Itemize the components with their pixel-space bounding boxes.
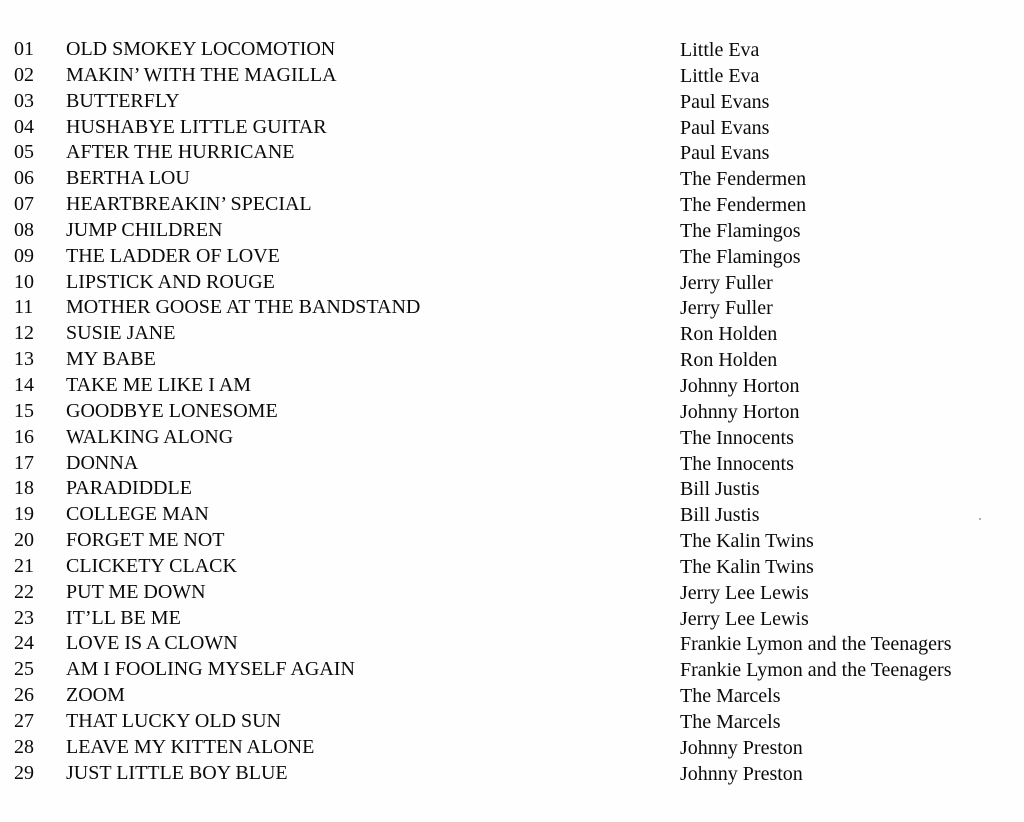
track-row bbox=[0, 115, 1024, 141]
track-row bbox=[0, 140, 1024, 166]
track-artist: The Fendermen bbox=[680, 168, 807, 191]
track-row bbox=[0, 192, 1024, 218]
track-artist: Little Eva bbox=[680, 39, 760, 61]
track-number: 24 bbox=[14, 632, 34, 655]
track-title: ZOOM bbox=[66, 684, 125, 707]
track-number: 01 bbox=[14, 38, 34, 60]
track-number: 25 bbox=[14, 658, 34, 681]
track-artist: The Kalin Twins bbox=[680, 555, 814, 578]
track-title: MAKIN’ WITH THE MAGILLA bbox=[66, 63, 337, 86]
track-number: 05 bbox=[14, 141, 34, 164]
track-artist: Frankie Lymon and the Teenagers bbox=[680, 659, 952, 682]
track-row bbox=[0, 347, 1024, 373]
track-number: 02 bbox=[14, 63, 34, 86]
track-row bbox=[0, 218, 1024, 244]
track-title: JUST LITTLE BOY BLUE bbox=[66, 761, 288, 784]
track-artist: Johnny Preston bbox=[680, 762, 803, 785]
track-number: 04 bbox=[14, 115, 34, 138]
track-title: LIPSTICK AND ROUGE bbox=[66, 270, 275, 293]
track-title: PARADIDDLE bbox=[66, 477, 192, 500]
track-artist: The Marcels bbox=[680, 710, 781, 733]
track-number: 22 bbox=[14, 580, 34, 603]
track-title: AM I FOOLING MYSELF AGAIN bbox=[66, 658, 355, 681]
track-number: 12 bbox=[14, 322, 34, 345]
track-number: 10 bbox=[14, 270, 34, 293]
track-title: AFTER THE HURRICANE bbox=[66, 141, 295, 164]
track-row bbox=[0, 373, 1024, 399]
track-number: 17 bbox=[14, 451, 34, 474]
track-row bbox=[0, 399, 1024, 425]
track-row bbox=[0, 425, 1024, 451]
track-title: LEAVE MY KITTEN ALONE bbox=[66, 735, 315, 758]
track-row bbox=[0, 606, 1024, 632]
tracklist bbox=[0, 37, 1024, 786]
track-number: 16 bbox=[14, 425, 34, 448]
track-artist: Johnny Preston bbox=[680, 736, 803, 759]
track-artist: Jerry Lee Lewis bbox=[680, 581, 809, 604]
track-number: 29 bbox=[14, 761, 34, 784]
track-title: JUMP CHILDREN bbox=[66, 218, 223, 241]
track-title: GOODBYE LONESOME bbox=[66, 399, 278, 422]
track-title: HEARTBREAKIN’ SPECIAL bbox=[66, 193, 312, 216]
track-row bbox=[0, 166, 1024, 192]
track-number: 15 bbox=[14, 399, 34, 422]
track-number: 20 bbox=[14, 529, 34, 552]
track-artist: The Marcels bbox=[680, 685, 781, 708]
scan-speck bbox=[979, 518, 981, 520]
track-artist: Johnny Horton bbox=[680, 374, 800, 397]
track-artist: Bill Justis bbox=[680, 504, 760, 527]
track-number: 11 bbox=[14, 296, 34, 319]
track-artist: Bill Justis bbox=[680, 478, 760, 501]
track-number: 28 bbox=[14, 735, 34, 758]
track-number: 13 bbox=[14, 348, 34, 371]
track-row bbox=[0, 683, 1024, 709]
track-artist: Paul Evans bbox=[680, 142, 770, 165]
track-row bbox=[0, 37, 1024, 63]
track-title: COLLEGE MAN bbox=[66, 503, 209, 526]
track-row bbox=[0, 244, 1024, 270]
track-artist: Jerry Lee Lewis bbox=[680, 607, 809, 630]
track-artist: Frankie Lymon and the Teenagers bbox=[680, 633, 952, 656]
track-title: MY BABE bbox=[66, 348, 156, 371]
track-row bbox=[0, 295, 1024, 321]
track-title: OLD SMOKEY LOCOMOTION bbox=[66, 38, 336, 60]
track-title: WALKING ALONG bbox=[66, 425, 234, 448]
track-artist: The Flamingos bbox=[680, 219, 801, 242]
track-artist: Ron Holden bbox=[680, 323, 778, 346]
track-row bbox=[0, 631, 1024, 657]
track-number: 21 bbox=[14, 554, 34, 577]
track-row bbox=[0, 321, 1024, 347]
track-title: TAKE ME LIKE I AM bbox=[66, 373, 252, 396]
track-title: HUSHABYE LITTLE GUITAR bbox=[66, 115, 327, 138]
track-artist: The Fendermen bbox=[680, 194, 807, 217]
track-number: 18 bbox=[14, 477, 34, 500]
track-row bbox=[0, 89, 1024, 115]
track-title: FORGET ME NOT bbox=[66, 529, 225, 552]
track-title: IT’LL BE ME bbox=[66, 606, 181, 629]
track-number: 09 bbox=[14, 244, 34, 267]
track-number: 14 bbox=[14, 373, 34, 396]
track-number: 08 bbox=[14, 218, 34, 241]
track-artist: Jerry Fuller bbox=[680, 297, 773, 320]
track-title: PUT ME DOWN bbox=[66, 580, 206, 603]
track-row bbox=[0, 709, 1024, 735]
track-title: DONNA bbox=[66, 451, 139, 474]
track-number: 23 bbox=[14, 606, 34, 629]
track-artist: Ron Holden bbox=[680, 349, 778, 372]
track-row bbox=[0, 580, 1024, 606]
track-title: MOTHER GOOSE AT THE BANDSTAND bbox=[66, 296, 421, 319]
track-row bbox=[0, 657, 1024, 683]
track-artist: The Flamingos bbox=[680, 245, 801, 268]
track-artist: Little Eva bbox=[680, 64, 760, 87]
track-title: LOVE IS A CLOWN bbox=[66, 632, 238, 655]
track-artist: The Innocents bbox=[680, 426, 794, 449]
track-number: 26 bbox=[14, 684, 34, 707]
track-title: BUTTERFLY bbox=[66, 89, 180, 112]
track-row bbox=[0, 270, 1024, 296]
track-artist: Paul Evans bbox=[680, 116, 770, 139]
track-row bbox=[0, 476, 1024, 502]
track-number: 27 bbox=[14, 709, 34, 732]
track-row bbox=[0, 735, 1024, 761]
track-artist: Jerry Fuller bbox=[680, 271, 773, 294]
track-title: SUSIE JANE bbox=[66, 322, 176, 345]
track-number: 07 bbox=[14, 193, 34, 216]
track-number: 19 bbox=[14, 503, 34, 526]
track-row bbox=[0, 63, 1024, 89]
track-artist: The Innocents bbox=[680, 452, 794, 475]
track-row bbox=[0, 451, 1024, 477]
track-title: THE LADDER OF LOVE bbox=[66, 244, 280, 267]
track-row bbox=[0, 528, 1024, 554]
track-number: 06 bbox=[14, 167, 34, 190]
track-artist: The Kalin Twins bbox=[680, 530, 814, 553]
track-title: CLICKETY CLACK bbox=[66, 554, 237, 577]
track-artist: Johnny Horton bbox=[680, 400, 800, 423]
track-artist: Paul Evans bbox=[680, 90, 770, 113]
track-number: 03 bbox=[14, 89, 34, 112]
track-row bbox=[0, 502, 1024, 528]
track-row bbox=[0, 761, 1024, 787]
track-title: THAT LUCKY OLD SUN bbox=[66, 709, 281, 732]
track-title: BERTHA LOU bbox=[66, 167, 190, 190]
track-row bbox=[0, 554, 1024, 580]
